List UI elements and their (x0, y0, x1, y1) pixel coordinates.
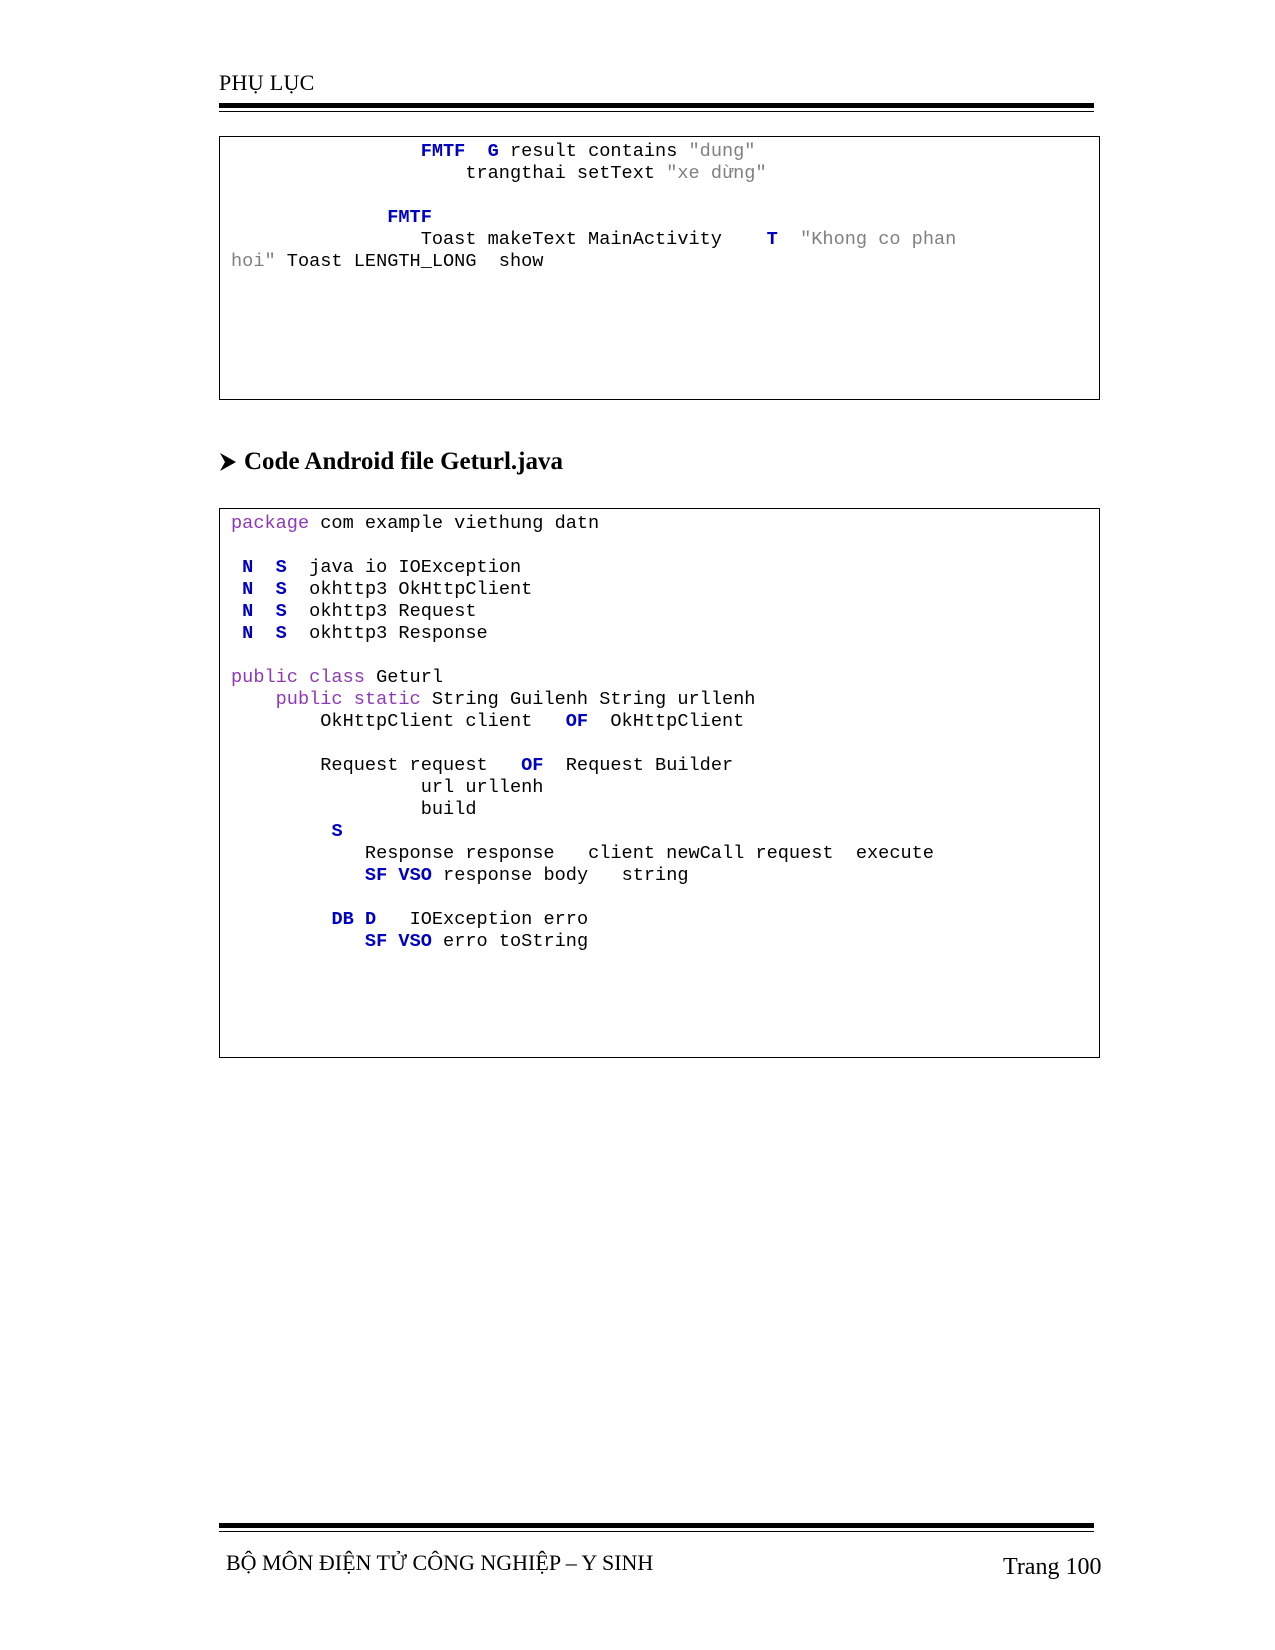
code-token (253, 601, 275, 622)
code-line (231, 557, 934, 579)
code-string: "xe dừng" (666, 163, 767, 184)
code-glyph-token: S (275, 557, 287, 578)
code-line (231, 207, 956, 229)
code-token: okhttp3 Request (286, 601, 477, 622)
code-token: com example viethung datn (309, 513, 600, 534)
code-token: Request request (320, 755, 522, 776)
code-glyph-token: FMTF (420, 141, 466, 162)
header-rule-thick (219, 103, 1094, 108)
code-token: response body string (431, 865, 689, 886)
code-line (231, 601, 934, 623)
header-rule-thin (219, 111, 1094, 112)
code-line (231, 931, 934, 953)
code-token (253, 557, 275, 578)
code-line (231, 755, 934, 777)
code-glyph-token: VSO (398, 865, 432, 886)
code-token: OkHttpClient (588, 711, 745, 732)
section-heading (219, 448, 563, 476)
code-line (231, 623, 934, 645)
code-glyph-token: T (766, 229, 778, 250)
code-line (231, 185, 956, 207)
code-line (231, 865, 934, 887)
code-glyph-token: S (275, 601, 287, 622)
footer-rule-thick (219, 1523, 1094, 1528)
code-line (231, 535, 934, 557)
code-line (231, 579, 934, 601)
footer-department: BỘ MÔN ĐIỆN TỬ CÔNG NGHIỆP – Y SINH (226, 1550, 654, 1575)
code-glyph-token: S (331, 821, 343, 842)
code-glyph-token: N (242, 623, 254, 644)
code-line (231, 799, 934, 821)
code-token (354, 909, 365, 930)
code-token: Response response client newCall request execute (364, 843, 934, 864)
footer-rule-thin (219, 1531, 1094, 1532)
code-block-2 (219, 508, 1100, 1058)
code-glyph-token: DB (331, 909, 354, 930)
code-glyph-token: N (242, 601, 254, 622)
code-glyph-token: G (487, 141, 499, 162)
page-header-title: PHỤ LỤC (219, 70, 315, 95)
code-token (387, 865, 398, 886)
code-line (231, 689, 934, 711)
code-token: IOException erro (376, 909, 589, 930)
code-line (231, 909, 934, 931)
code-block-1 (219, 136, 1100, 400)
code-glyph-token: S (275, 579, 287, 600)
code-token: okhttp3 Response (286, 623, 488, 644)
code-token: url urllenh (420, 777, 544, 798)
code-glyph-token: OF (565, 711, 589, 732)
code-line (231, 711, 934, 733)
code-string: hoi" (231, 251, 276, 272)
code-token: build (420, 799, 477, 820)
code-keyword: public class (231, 667, 365, 688)
footer-page-number: Trang 100 (1003, 1554, 1102, 1580)
code-token (778, 229, 800, 250)
arrow-bullet-icon (219, 452, 237, 472)
code-line (231, 163, 956, 185)
code-glyph-token: SF (364, 865, 388, 886)
code-block-1-text (231, 141, 956, 273)
code-line (231, 733, 934, 755)
code-line (231, 667, 934, 689)
code-line (231, 777, 934, 799)
code-line (231, 645, 934, 667)
code-token: erro toString (431, 931, 589, 952)
code-glyph-token: VSO (398, 931, 432, 952)
code-token: trangthai setText (465, 163, 667, 184)
code-line (231, 251, 956, 273)
section-heading-text: Code Android file Geturl.java (244, 448, 563, 475)
code-line (231, 141, 956, 163)
code-line (231, 887, 934, 909)
code-glyph-token: SF (364, 931, 388, 952)
code-block-2-text (231, 513, 934, 953)
code-glyph-token: N (242, 557, 254, 578)
code-keyword: package (231, 513, 310, 534)
code-line (231, 843, 934, 865)
code-token: Toast makeText MainActivity (420, 229, 767, 250)
code-token (465, 141, 487, 162)
code-glyph-token: N (242, 579, 254, 600)
code-line (231, 229, 956, 251)
code-token: java io IOException (286, 557, 522, 578)
code-line (231, 513, 934, 535)
code-glyph-token: FMTF (387, 207, 432, 228)
code-glyph-token: OF (521, 755, 544, 776)
code-token: okhttp3 OkHttpClient (286, 579, 533, 600)
code-token: OkHttpClient client (320, 711, 566, 732)
code-token (253, 623, 275, 644)
code-token: Request Builder (543, 755, 734, 776)
code-token (387, 931, 398, 952)
code-string: "dung" (688, 141, 756, 162)
code-keyword: public static (275, 689, 421, 710)
code-line (231, 821, 934, 843)
code-token: String Guilenh String urllenh (420, 689, 756, 710)
code-glyph-token: D (364, 909, 377, 930)
code-token (253, 579, 275, 600)
code-token: result contains (498, 141, 689, 162)
code-glyph-token: S (275, 623, 287, 644)
code-string: "Khong co phan (800, 229, 957, 250)
code-token: Toast LENGTH_LONG show (275, 251, 544, 272)
code-token: Geturl (364, 667, 444, 688)
